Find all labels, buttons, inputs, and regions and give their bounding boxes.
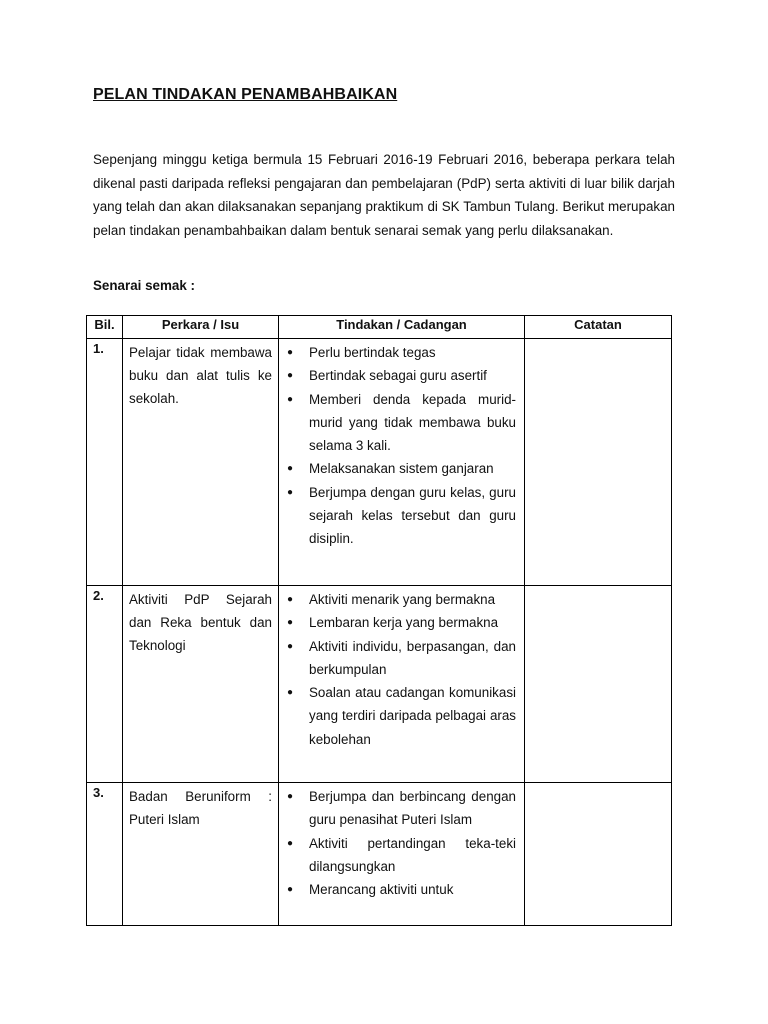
- action-item: [285, 588, 516, 611]
- action-text: Melaksanakan sistem ganjaran: [309, 461, 494, 477]
- table-row: [87, 586, 672, 783]
- row-issue: Aktiviti PdP Sejarah dan Reka bentuk dan Teknologi: [123, 586, 279, 783]
- row-actions: [279, 339, 525, 586]
- action-text: Memberi denda kepada murid-murid yang tidak membawa buku selama 3 kali.: [309, 391, 516, 454]
- intro-paragraph: Sepenjang minggu ketiga bermula 15 Februari 2016-19 Februari 2016, beberapa perkara telah dikenal pasti daripada refleksi pengajaran dan pembelajaran (PdP) serta aktiviti di luar bilik darjah yang telah dan akan dilaksanakan sepanjang praktikum di SK Tambun Tulang. Berikut merupakan pelan tindakan penambahbaikan dalam bentuk senarai semak yang perlu dilaksanakan.: [93, 152, 675, 238]
- action-item: [285, 681, 516, 751]
- row-note: [525, 586, 672, 783]
- row-number: 3.: [87, 783, 123, 926]
- table-header-row: [87, 316, 672, 339]
- document-title: PELAN TINDAKAN PENAMBAHBAIKAN: [93, 86, 398, 103]
- row-actions: [279, 783, 525, 926]
- action-item: [285, 611, 516, 634]
- bullet-icon: ●: [287, 884, 294, 896]
- header-catatan: Catatan: [525, 316, 672, 339]
- header-tindakan-cadangan: Tindakan / Cadangan: [279, 316, 525, 339]
- bullet-icon: ●: [287, 393, 294, 405]
- table-row: [87, 339, 672, 586]
- action-text: Perlu bertindak tegas: [309, 345, 436, 360]
- action-item: [285, 785, 516, 832]
- row-note: [525, 783, 672, 926]
- header-bil: Bil.: [87, 316, 123, 339]
- action-text: Aktiviti pertandingan teka-teki dilangsungkan: [309, 835, 516, 874]
- action-item: [285, 364, 516, 387]
- action-item: [285, 832, 516, 879]
- bullet-icon: ●: [287, 347, 294, 358]
- bullet-icon: ●: [287, 463, 294, 475]
- action-text: Soalan atau cadangan komunikasi yang terdiri daripada pelbagai aras kebolehan: [309, 685, 516, 747]
- row-number: 2.: [87, 586, 123, 783]
- action-text: Merancang aktiviti untuk: [309, 882, 454, 898]
- action-list: [285, 341, 516, 551]
- action-text: Berjumpa dan berbincang dengan guru penasihat Puteri Islam: [309, 789, 516, 828]
- action-text: Lembaran kerja yang bermakna: [309, 615, 499, 631]
- action-item: [285, 878, 516, 901]
- action-text: Bertindak sebagai guru asertif: [309, 368, 487, 384]
- action-text: Berjumpa dengan guru kelas, guru sejarah kelas tersebut dan guru disiplin.: [309, 484, 516, 547]
- bullet-icon: ●: [287, 837, 294, 849]
- header-perkara-isu: Perkara / Isu: [123, 316, 279, 339]
- row-issue: Badan Beruniform : Puteri Islam: [123, 783, 279, 926]
- action-list: [285, 588, 516, 751]
- action-item: [285, 457, 516, 480]
- row-note: [525, 339, 672, 586]
- action-plan-table: [86, 315, 672, 926]
- action-text: Aktiviti individu, berpasangan, dan berkumpulan: [309, 638, 516, 677]
- bullet-icon: ●: [287, 594, 294, 605]
- checklist-heading: Senarai semak :: [93, 278, 195, 293]
- row-number: 1.: [87, 339, 123, 586]
- action-item: [285, 341, 516, 364]
- action-list: [285, 785, 516, 901]
- bullet-icon: ●: [287, 486, 294, 498]
- table-row: [87, 783, 672, 926]
- row-issue: Pelajar tidak membawa buku dan alat tulis ke sekolah.: [123, 339, 279, 586]
- action-item: [285, 388, 516, 458]
- bullet-icon: ●: [287, 640, 294, 652]
- row-actions: [279, 586, 525, 783]
- bullet-icon: ●: [287, 370, 294, 382]
- bullet-icon: ●: [287, 687, 294, 699]
- action-item: [285, 635, 516, 682]
- action-item: [285, 481, 516, 551]
- bullet-icon: ●: [287, 791, 294, 802]
- action-text: Aktiviti menarik yang bermakna: [309, 592, 496, 607]
- bullet-icon: ●: [287, 617, 294, 629]
